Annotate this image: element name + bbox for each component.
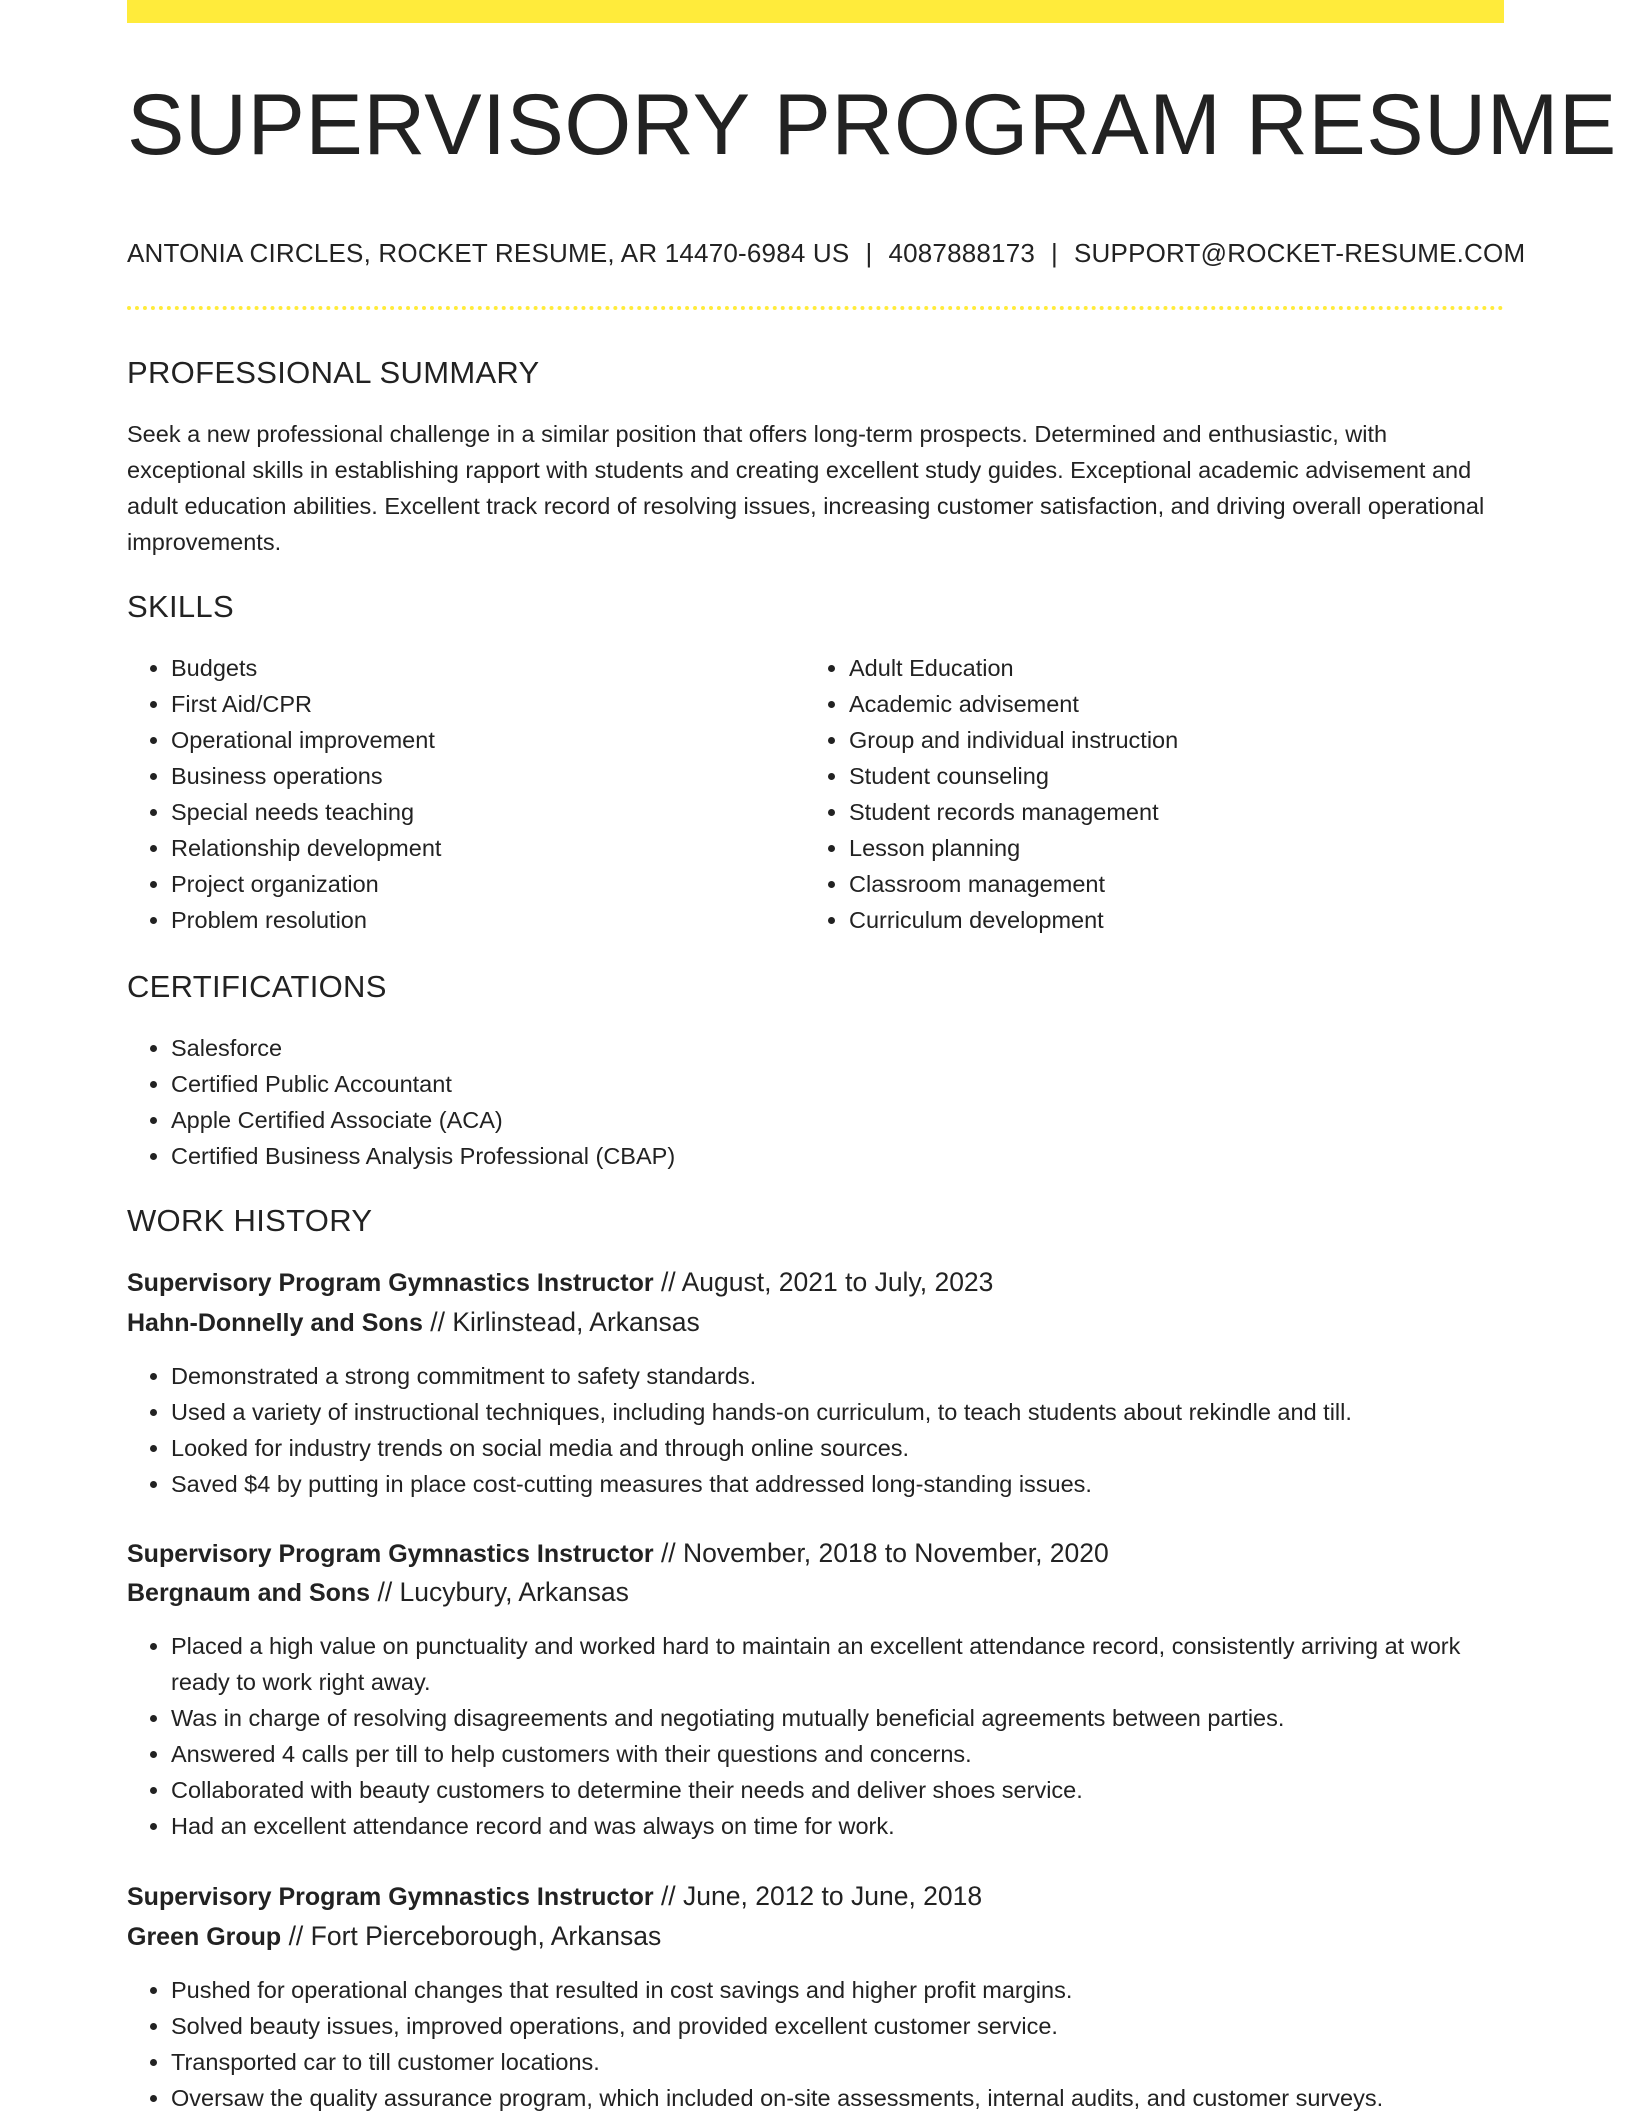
job-title: Supervisory Program Gymnastics Instructor bbox=[127, 1883, 654, 1911]
skills-list-right bbox=[805, 650, 1499, 938]
job-title-line bbox=[127, 1881, 982, 1912]
skill-item: • Business operations bbox=[171, 758, 801, 794]
skill-item: • Curriculum development bbox=[849, 902, 1499, 938]
contact-separator: | bbox=[865, 238, 873, 268]
skill-item: • Adult Education bbox=[849, 650, 1499, 686]
job-company-line bbox=[127, 1921, 661, 1952]
job-bullet: • Had an excellent attendance record and was always on time for work. bbox=[171, 1808, 1504, 1844]
skill-item: • Operational improvement bbox=[171, 722, 801, 758]
job-title-line bbox=[127, 1538, 1109, 1569]
skill-item: • Project organization bbox=[171, 866, 801, 902]
contact-phone: 4087888173 bbox=[888, 238, 1036, 268]
skill-item: • Group and individual instruction bbox=[849, 722, 1499, 758]
job-company-line bbox=[127, 1577, 629, 1608]
job-company: Hahn-Donnelly and Sons bbox=[127, 1309, 423, 1337]
summary-heading: PROFESSIONAL SUMMARY bbox=[127, 355, 540, 390]
contact-address: ANTONIA CIRCLES, ROCKET RESUME, AR 14470-6984 US bbox=[127, 238, 850, 268]
certifications-heading: CERTIFICATIONS bbox=[127, 969, 387, 1004]
job-bullet: • Placed a high value on punctuality and worked hard to maintain an excellent attendance record, consistently arriving at work ready to work right away. bbox=[171, 1628, 1504, 1700]
skill-item: • Academic advisement bbox=[849, 686, 1499, 722]
job-bullet: • Saved $4 by putting in place cost-cutting measures that addressed long-standing issues. bbox=[171, 1466, 1501, 1502]
skill-item: • Special needs teaching bbox=[171, 794, 801, 830]
certification-item: • Salesforce bbox=[171, 1030, 1501, 1066]
job-title-line bbox=[127, 1267, 993, 1298]
summary-text: Seek a new professional challenge in a similar position that offers long-term prospects. Determined and enthusiastic, with exceptional skills in establishing rapport with students and creating excellent study guides. Exceptional academic advisement and adult education abilities. Excellent track record of resolving issues, increasing customer satisfaction, and driving overall operational improvements. bbox=[127, 421, 1485, 555]
job-bullet: • Oversaw the quality assurance program, which included on-site assessments, internal audits, and customer surveys. bbox=[171, 2080, 1501, 2116]
job-location: // Fort Pierceborough, Arkansas bbox=[288, 1921, 662, 1951]
skill-item: • Budgets bbox=[171, 650, 801, 686]
skill-item: • Student records management bbox=[849, 794, 1499, 830]
job-bullet: • Collaborated with beauty customers to determine their needs and deliver shoes service. bbox=[171, 1772, 1504, 1808]
job-dates: // June, 2012 to June, 2018 bbox=[660, 1881, 983, 1911]
job-bullet: • Used a variety of instructional techniques, including hands-on curriculum, to teach students about rekindle and till. bbox=[171, 1394, 1501, 1430]
skills-heading: SKILLS bbox=[127, 589, 234, 624]
job-bullets bbox=[127, 1628, 1504, 1844]
job-bullets bbox=[127, 1358, 1501, 1502]
job-dates: // November, 2018 to November, 2020 bbox=[660, 1538, 1109, 1568]
certifications-list bbox=[127, 1030, 1501, 1174]
job-location: // Kirlinstead, Arkansas bbox=[430, 1307, 700, 1337]
job-title: Supervisory Program Gymnastics Instructor bbox=[127, 1269, 654, 1297]
skill-item: • Classroom management bbox=[849, 866, 1499, 902]
job-bullet: • Pushed for operational changes that resulted in cost savings and higher profit margins. bbox=[171, 1972, 1501, 2008]
job-bullet: • Looked for industry trends on social media and through online sources. bbox=[171, 1430, 1501, 1466]
job-bullet: • Solved beauty issues, improved operations, and provided excellent customer service. bbox=[171, 2008, 1501, 2044]
skill-item: • First Aid/CPR bbox=[171, 686, 801, 722]
job-location: // Lucybury, Arkansas bbox=[377, 1577, 629, 1607]
job-company-line bbox=[127, 1307, 700, 1338]
certification-item: • Certified Public Accountant bbox=[171, 1066, 1501, 1102]
skill-item: • Relationship development bbox=[171, 830, 801, 866]
job-dates: // August, 2021 to July, 2023 bbox=[660, 1267, 994, 1297]
contact-line bbox=[127, 238, 1526, 269]
skill-item: • Student counseling bbox=[849, 758, 1499, 794]
job-company: Green Group bbox=[127, 1923, 282, 1951]
accent-top-bar bbox=[127, 0, 1504, 23]
job-bullet: • Was in charge of resolving disagreements and negotiating mutually beneficial agreements between parties. bbox=[171, 1700, 1504, 1736]
certification-item: • Certified Business Analysis Professional (CBAP) bbox=[171, 1138, 1501, 1174]
job-company: Bergnaum and Sons bbox=[127, 1579, 371, 1607]
job-bullets bbox=[127, 1972, 1501, 2116]
contact-separator: | bbox=[1051, 238, 1059, 268]
skills-list-left bbox=[127, 650, 801, 938]
contact-email: SUPPORT@ROCKET-RESUME.COM bbox=[1074, 238, 1526, 268]
certification-item: • Apple Certified Associate (ACA) bbox=[171, 1102, 1501, 1138]
job-bullet: • Answered 4 calls per till to help customers with their questions and concerns. bbox=[171, 1736, 1504, 1772]
page-title: SUPERVISORY PROGRAM RESUME bbox=[127, 77, 1617, 173]
work-history-heading: WORK HISTORY bbox=[127, 1203, 373, 1238]
dotted-divider bbox=[127, 306, 1504, 310]
skill-item: • Problem resolution bbox=[171, 902, 801, 938]
skill-item: • Lesson planning bbox=[849, 830, 1499, 866]
job-bullet: • Demonstrated a strong commitment to safety standards. bbox=[171, 1358, 1501, 1394]
job-title: Supervisory Program Gymnastics Instructor bbox=[127, 1540, 654, 1568]
job-bullet: • Transported car to till customer locations. bbox=[171, 2044, 1501, 2080]
